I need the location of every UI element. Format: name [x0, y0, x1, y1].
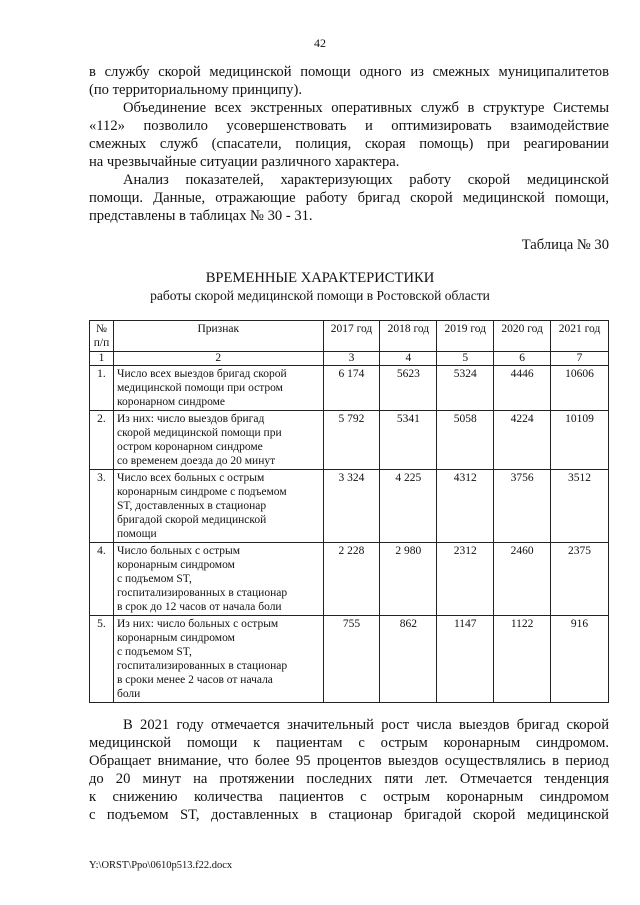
value-2018: 2 980	[380, 543, 437, 616]
row-sign-line: Из них: число выездов бригад	[116, 413, 265, 425]
column-number: 3	[323, 352, 380, 366]
row-sign-line: бригадой скорой медицинской	[116, 514, 267, 526]
value-2021: 3512	[551, 470, 609, 543]
row-sign-line: Число всех выездов бригад скорой	[116, 368, 287, 380]
paragraph-line: Обращает внимание, что более 95 процентов выездов осуществлялись в период	[89, 753, 609, 769]
value-2019: 2312	[437, 543, 494, 616]
value-2017: 5 792	[323, 411, 380, 470]
row-sign-line: коронарным синдромом	[116, 632, 235, 644]
row-number: 3.	[90, 470, 114, 543]
row-sign-line: Число больных с острым	[116, 545, 241, 557]
header-2017: 2017 год	[323, 321, 380, 352]
paragraph-line: «112» позволило усовершенствовать и оптимизировать взаимодействие	[89, 118, 609, 134]
table-row	[90, 470, 609, 543]
paragraph-line: представлены в таблицах № 30 - 31.	[89, 208, 313, 224]
value-2020: 3756	[494, 470, 551, 543]
value-2017: 755	[323, 616, 380, 703]
column-number: 1	[90, 352, 114, 366]
row-sign-line: Число всех больных с острым	[116, 472, 265, 484]
header-sign: Признак	[113, 321, 323, 352]
row-sign-line: с подъемом ST,	[116, 646, 192, 658]
table-row	[90, 366, 609, 411]
table-header-row	[90, 321, 609, 352]
row-sign-line: госпитализированных в стационар	[116, 660, 288, 672]
row-sign-line: коронарным синдроме с подъемом	[116, 486, 287, 498]
value-2020: 2460	[494, 543, 551, 616]
row-number: 2.	[90, 411, 114, 470]
footer-file-path: Y:\ORST\Ppo\0610p513.f22.docx	[89, 860, 233, 871]
row-sign-line: скорой медицинской помощи при	[116, 427, 282, 439]
row-number: 4.	[90, 543, 114, 616]
value-2021: 2375	[551, 543, 609, 616]
row-sign-line: остром коронарном синдроме	[116, 441, 263, 453]
value-2019: 5058	[437, 411, 494, 470]
data-table	[89, 320, 609, 703]
paragraph-line: В 2021 году отмечается значительный рост числа выездов бригад скорой	[123, 717, 609, 733]
paragraph-line: медицинской помощи к пациентам с острым коронарным синдромом.	[89, 735, 609, 751]
table-label: Таблица № 30	[521, 237, 609, 253]
value-2019: 1147	[437, 616, 494, 703]
paragraph-line: к снижению количества пациентов с острым коронарным синдромом	[89, 789, 609, 805]
row-sign	[113, 616, 323, 703]
value-2020: 4224	[494, 411, 551, 470]
table-row	[90, 543, 609, 616]
value-2018: 862	[380, 616, 437, 703]
column-number: 4	[380, 352, 437, 366]
column-number: 2	[113, 352, 323, 366]
paragraph-1	[89, 63, 609, 99]
value-2018: 5341	[380, 411, 437, 470]
value-2018: 4 225	[380, 470, 437, 543]
row-sign-line: в сроки менее 2 часов от начала	[116, 674, 273, 686]
row-sign-line: медицинской помощи при остром	[116, 382, 283, 394]
header-num: № п/п	[90, 321, 114, 352]
row-number: 1.	[90, 366, 114, 411]
row-sign	[113, 366, 323, 411]
paragraph-line: помощи. Данные, отражающие работу бригад скорой медицинской помощи,	[89, 190, 609, 206]
table-subtitle: работы скорой медицинской помощи в Ростовской области	[150, 288, 490, 303]
row-sign-line: коронарным синдромом	[116, 559, 235, 571]
paragraph-line: в службу скорой медицинской помощи одного из смежных муниципалитетов	[89, 64, 609, 80]
column-number: 7	[551, 352, 609, 366]
value-2017: 3 324	[323, 470, 380, 543]
table-title: ВРЕМЕННЫЕ ХАРАКТЕРИСТИКИ	[205, 270, 435, 286]
row-sign-line: помощи	[116, 528, 157, 540]
value-2021: 10606	[551, 366, 609, 411]
row-sign-line: Из них: число больных с острым	[116, 618, 279, 630]
row-sign-line: боли	[116, 688, 141, 700]
column-numbers-row	[90, 352, 609, 366]
value-2017: 6 174	[323, 366, 380, 411]
paragraph-2	[89, 99, 609, 171]
paragraph-line: (по территориальному принципу).	[89, 82, 302, 98]
paragraph-line: до 20 минут на протяжении последних пяти лет. Отмечается тенденция	[89, 771, 609, 787]
page-number: 42	[314, 36, 326, 50]
value-2020: 4446	[494, 366, 551, 411]
value-2017: 2 228	[323, 543, 380, 616]
column-number: 6	[494, 352, 551, 366]
value-2020: 1122	[494, 616, 551, 703]
value-2019: 4312	[437, 470, 494, 543]
table-row	[90, 616, 609, 703]
row-sign	[113, 411, 323, 470]
value-2018: 5623	[380, 366, 437, 411]
paragraph-line: с подъемом ST, доставленных в стационар бригадой скорой медицинской	[89, 807, 609, 823]
header-2018: 2018 год	[380, 321, 437, 352]
row-sign	[113, 543, 323, 616]
table-row	[90, 411, 609, 470]
row-sign-line: ST, доставленных в стационар	[116, 500, 267, 512]
row-sign-line: с подъемом ST,	[116, 573, 192, 585]
paragraph-line: смежных служб (спасатели, полиция, скорая помощь) при реагировании	[89, 136, 609, 152]
row-sign-line: со временем доезда до 20 минут	[116, 455, 276, 467]
header-2020: 2020 год	[494, 321, 551, 352]
row-number: 5.	[90, 616, 114, 703]
row-sign-line: коронарном синдроме	[116, 396, 225, 408]
row-sign	[113, 470, 323, 543]
paragraph-line: Объединение всех экстренных оперативных служб в структуре Системы	[123, 100, 609, 116]
paragraph-line: на чрезвычайные ситуации различного характера.	[89, 154, 400, 170]
header-2019: 2019 год	[437, 321, 494, 352]
paragraph-bottom	[89, 716, 609, 824]
value-2021: 10109	[551, 411, 609, 470]
row-sign-line: в срок до 12 часов от начала боли	[116, 601, 282, 613]
header-2021: 2021 год	[551, 321, 609, 352]
value-2021: 916	[551, 616, 609, 703]
paragraph-3	[89, 171, 609, 225]
value-2019: 5324	[437, 366, 494, 411]
paragraph-line: Анализ показателей, характеризующих работу скорой медицинской	[123, 172, 609, 188]
row-sign-line: госпитализированных в стационар	[116, 587, 288, 599]
column-number: 5	[437, 352, 494, 366]
